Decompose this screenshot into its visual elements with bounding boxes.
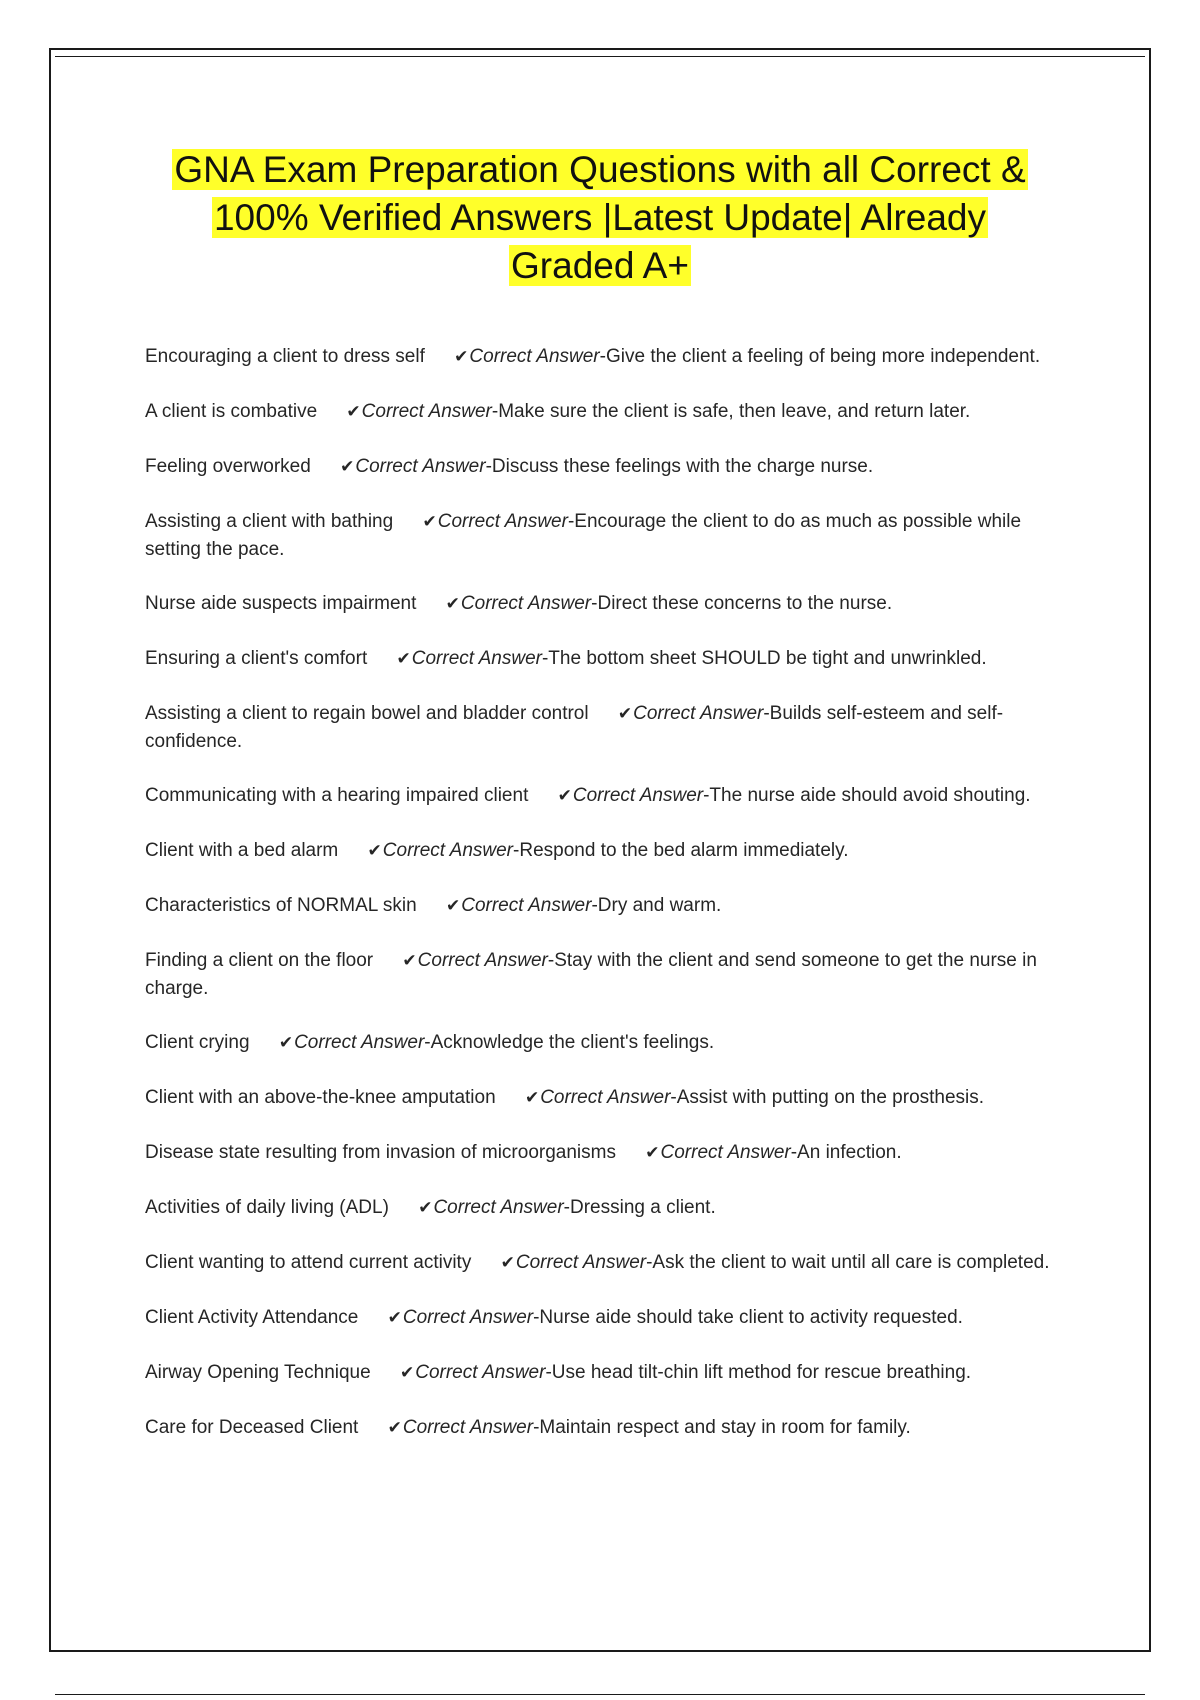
question-text: Ensuring a client's comfort bbox=[145, 648, 368, 669]
answer-text: -Stay with the client and send someone to get the nurse in charge. bbox=[145, 950, 1037, 999]
question-text: Encouraging a client to dress self bbox=[145, 346, 425, 367]
checkmark-icon: ✔ bbox=[454, 347, 469, 367]
question-text: Assisting a client with bathing bbox=[145, 511, 394, 532]
correct-answer-label: Correct Answer bbox=[415, 1362, 546, 1383]
correct-answer-label: Correct Answer bbox=[402, 1417, 534, 1438]
correct-answer-label: Correct Answer bbox=[660, 1142, 791, 1163]
question-text: A client is combative bbox=[145, 401, 318, 422]
correct-answer-label: Correct Answer bbox=[572, 785, 704, 806]
checkmark-icon: ✔ bbox=[557, 786, 572, 806]
correct-answer-label: Correct Answer bbox=[361, 401, 492, 422]
answer-text: -Maintain respect and stay in room for family. bbox=[533, 1417, 911, 1438]
question-text: Assisting a client to regain bowel and bladder control bbox=[145, 703, 589, 724]
correct-answer-label: Correct Answer bbox=[515, 1252, 647, 1273]
checkmark-icon: ✔ bbox=[346, 402, 361, 422]
answer-text: -Direct these concerns to the nurse. bbox=[591, 593, 893, 614]
correct-answer-label: Correct Answer bbox=[417, 950, 548, 971]
question-text: Activities of daily living (ADL) bbox=[145, 1197, 389, 1218]
qa-item bbox=[145, 892, 1065, 920]
qa-item bbox=[145, 1359, 1065, 1387]
qa-item bbox=[145, 590, 1065, 618]
qa-item bbox=[145, 1194, 1065, 1222]
qa-item bbox=[145, 1249, 1065, 1277]
document-title bbox=[120, 146, 1080, 290]
qa-item bbox=[145, 453, 1065, 481]
answer-text: -Make sure the client is safe, then leave, and return later. bbox=[491, 401, 971, 422]
qa-item bbox=[145, 645, 1065, 673]
qa-item bbox=[145, 837, 1065, 865]
checkmark-icon: ✔ bbox=[399, 1363, 415, 1383]
checkmark-icon: ✔ bbox=[645, 1143, 660, 1163]
checkmark-icon: ✔ bbox=[445, 594, 460, 614]
correct-answer-label: Correct Answer bbox=[633, 703, 764, 724]
page-bottom-rule bbox=[55, 1694, 1145, 1695]
qa-item bbox=[145, 1029, 1065, 1057]
checkmark-icon: ✔ bbox=[367, 841, 382, 861]
checkmark-icon: ✔ bbox=[418, 1198, 433, 1218]
answer-text: -Assist with putting on the prosthesis. bbox=[670, 1087, 985, 1108]
question-text: Client with an above-the-knee amputation bbox=[145, 1087, 496, 1108]
question-text: Feeling overworked bbox=[145, 456, 311, 477]
correct-answer-label: Correct Answer bbox=[461, 895, 592, 916]
correct-answer-label: Correct Answer bbox=[540, 1087, 671, 1108]
checkmark-icon: ✔ bbox=[340, 457, 355, 477]
answer-text: -The nurse aide should avoid shouting. bbox=[703, 785, 1031, 806]
answer-text: -Encourage the client to do as much as possible while setting the pace. bbox=[145, 511, 1022, 560]
correct-answer-label: Correct Answer bbox=[469, 346, 600, 367]
correct-answer-label: Correct Answer bbox=[355, 456, 486, 477]
correct-answer-label: Correct Answer bbox=[460, 593, 592, 614]
question-text: Care for Deceased Client bbox=[145, 1417, 359, 1438]
answer-text: -Nurse aide should take client to activity requested. bbox=[533, 1307, 963, 1328]
qa-item bbox=[145, 947, 1065, 1002]
title-line-2: 100% Verified Answers |Latest Update| Already bbox=[213, 197, 986, 238]
correct-answer-label: Correct Answer bbox=[294, 1032, 425, 1053]
checkmark-icon: ✔ bbox=[278, 1033, 294, 1053]
answer-text: -Dry and warm. bbox=[591, 895, 722, 916]
answer-text: -Use head tilt-chin lift method for rescue breathing. bbox=[545, 1362, 972, 1383]
qa-item bbox=[145, 508, 1065, 563]
question-text: Client wanting to attend current activity bbox=[145, 1252, 472, 1273]
answer-text: -Ask the client to wait until all care is completed. bbox=[646, 1252, 1050, 1273]
checkmark-icon: ✔ bbox=[387, 1308, 402, 1328]
qa-item bbox=[145, 398, 1065, 426]
question-text: Client Activity Attendance bbox=[145, 1307, 359, 1328]
qa-item bbox=[145, 1084, 1065, 1112]
question-text: Client crying bbox=[145, 1032, 250, 1053]
checkmark-icon: ✔ bbox=[387, 1418, 402, 1438]
correct-answer-label: Correct Answer bbox=[382, 840, 514, 861]
correct-answer-label: Correct Answer bbox=[402, 1307, 534, 1328]
answer-text: -The bottom sheet SHOULD be tight and unwrinkled. bbox=[541, 648, 987, 669]
title-line-3: Graded A+ bbox=[511, 245, 689, 286]
correct-answer-label: Correct Answer bbox=[433, 1197, 564, 1218]
question-text: Client with a bed alarm bbox=[145, 840, 339, 861]
qa-item bbox=[145, 343, 1065, 371]
title-line-1: GNA Exam Preparation Questions with all Correct & bbox=[174, 149, 1026, 190]
checkmark-icon: ✔ bbox=[445, 896, 461, 916]
correct-answer-label: Correct Answer bbox=[411, 648, 542, 669]
qa-item bbox=[145, 782, 1065, 810]
page-border-top-rule bbox=[55, 56, 1145, 57]
checkmark-icon: ✔ bbox=[402, 951, 417, 971]
answer-text: -Give the client a feeling of being more independent. bbox=[599, 346, 1041, 367]
qa-item bbox=[145, 700, 1065, 755]
checkmark-icon: ✔ bbox=[396, 649, 411, 669]
qa-list bbox=[145, 343, 1065, 1469]
correct-answer-label: Correct Answer bbox=[437, 511, 568, 532]
qa-item bbox=[145, 1304, 1065, 1332]
qa-item bbox=[145, 1139, 1065, 1167]
answer-text: -Dressing a client. bbox=[563, 1197, 716, 1218]
question-text: Disease state resulting from invasion of microorganisms bbox=[145, 1142, 616, 1163]
answer-text: -Builds self-esteem and self-confidence. bbox=[145, 703, 1004, 752]
checkmark-icon: ✔ bbox=[524, 1088, 540, 1108]
checkmark-icon: ✔ bbox=[617, 704, 633, 724]
question-text: Communicating with a hearing impaired client bbox=[145, 785, 529, 806]
answer-text: -Acknowledge the client's feelings. bbox=[424, 1032, 715, 1053]
answer-text: -Discuss these feelings with the charge nurse. bbox=[485, 456, 874, 477]
answer-text: -An infection. bbox=[790, 1142, 902, 1163]
qa-item bbox=[145, 1414, 1065, 1442]
checkmark-icon: ✔ bbox=[422, 512, 437, 532]
question-text: Airway Opening Technique bbox=[145, 1362, 371, 1383]
question-text: Finding a client on the floor bbox=[145, 950, 374, 971]
question-text: Nurse aide suspects impairment bbox=[145, 593, 417, 614]
question-text: Characteristics of NORMAL skin bbox=[145, 895, 417, 916]
answer-text: -Respond to the bed alarm immediately. bbox=[513, 840, 849, 861]
checkmark-icon: ✔ bbox=[500, 1253, 515, 1273]
